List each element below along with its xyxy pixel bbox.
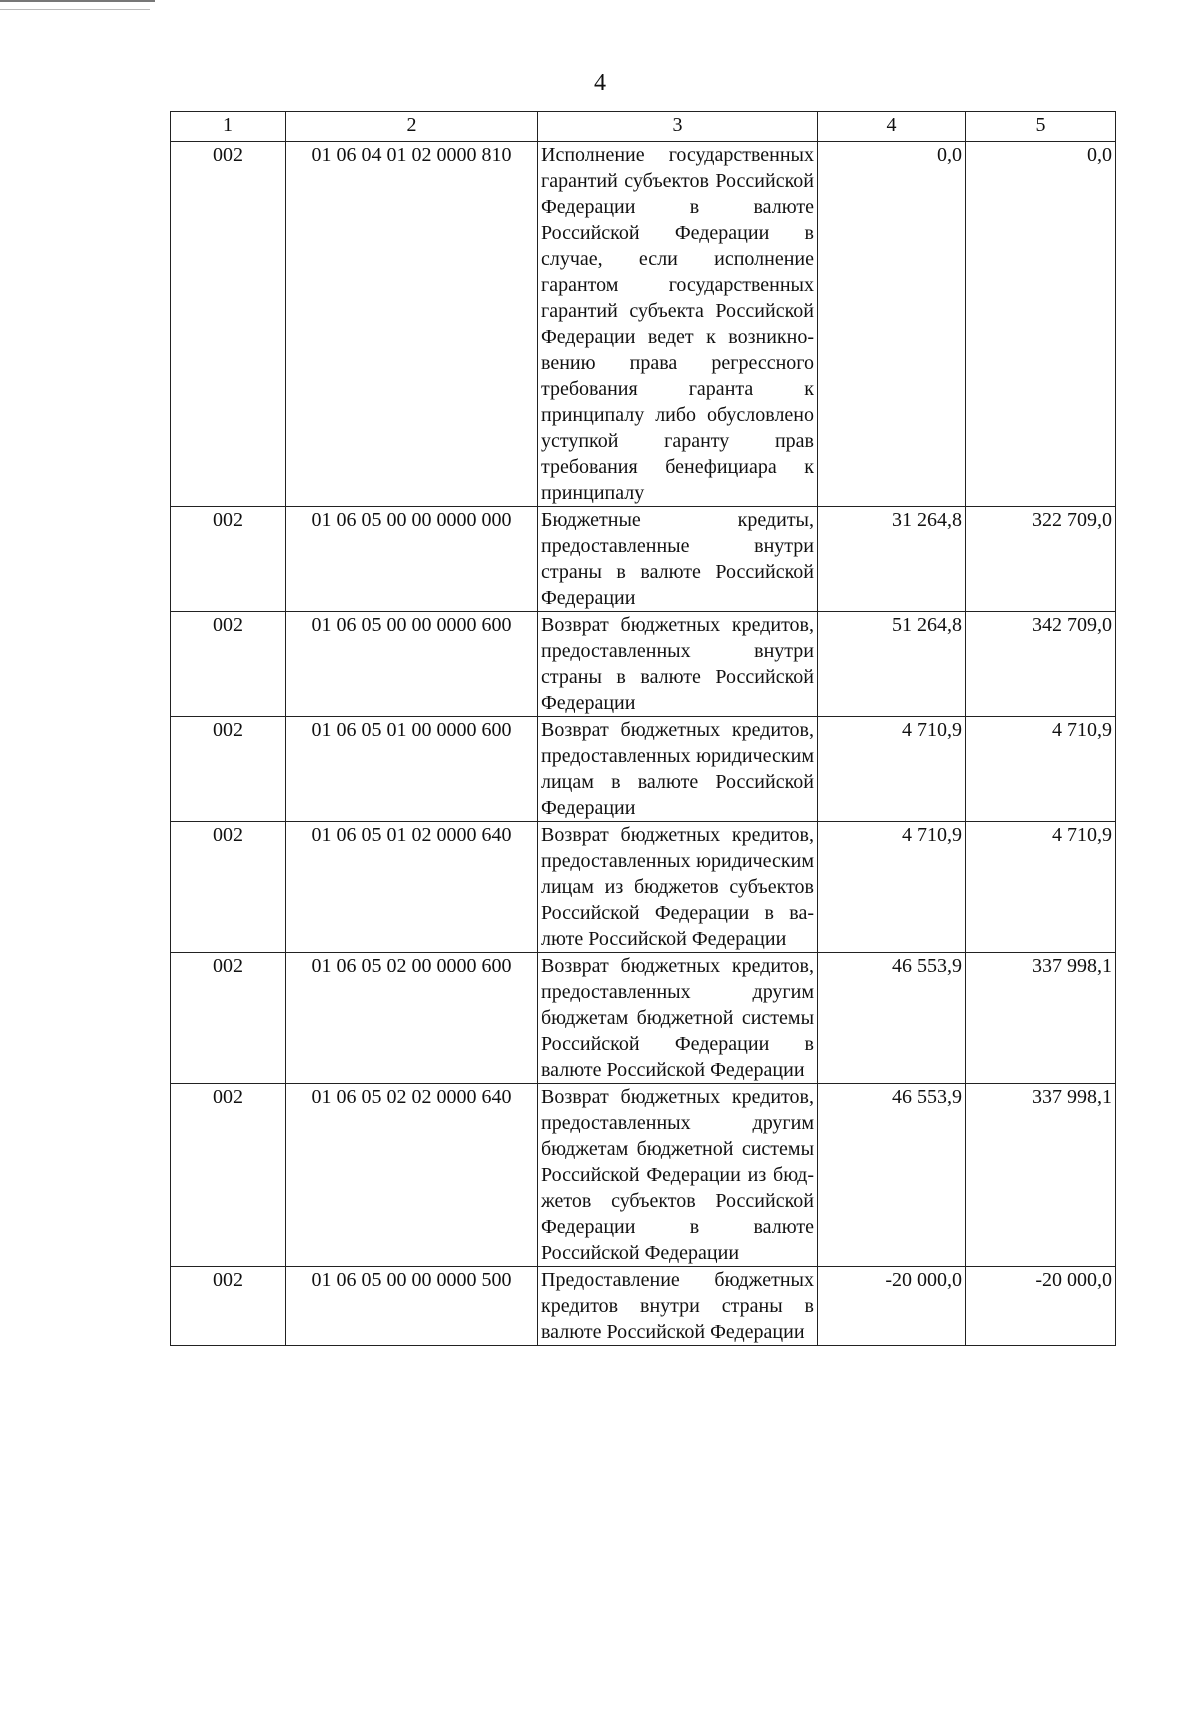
admin-code-cell: 002 (171, 612, 286, 717)
budget-code-cell: 01 06 05 00 00 0000 600 (286, 612, 538, 717)
amount-col4-cell: 4 710,9 (818, 717, 966, 822)
admin-code-cell: 002 (171, 142, 286, 507)
table-row (171, 1084, 1116, 1267)
amount-col5-cell: -20 000,0 (966, 1267, 1116, 1346)
table-row (171, 822, 1116, 953)
column-header-4: 4 (818, 112, 966, 142)
column-header-2: 2 (286, 112, 538, 142)
budget-code-cell: 01 06 05 01 00 0000 600 (286, 717, 538, 822)
table-row (171, 612, 1116, 717)
item-name-cell: Возврат бюджетных кредитов, предоставленных другим бюджетам бюджетной системы Российской Федерации в валюте Российской Федерации (538, 953, 818, 1084)
admin-code-cell: 002 (171, 717, 286, 822)
admin-code-cell: 002 (171, 1084, 286, 1267)
amount-col4-cell: 46 553,9 (818, 1084, 966, 1267)
page-number: 4 (594, 70, 606, 96)
amount-col5-cell: 337 998,1 (966, 953, 1116, 1084)
amount-col4-cell: 0,0 (818, 142, 966, 507)
admin-code-cell: 002 (171, 953, 286, 1084)
budget-sources-table (170, 111, 1116, 1346)
admin-code-cell: 002 (171, 1267, 286, 1346)
table-row (171, 507, 1116, 612)
item-name-cell: Предоставление бюджетных кредитов внутри страны в валюте Российской Федерации (538, 1267, 818, 1346)
column-header-1: 1 (171, 112, 286, 142)
amount-col5-cell: 342 709,0 (966, 612, 1116, 717)
amount-col5-cell: 322 709,0 (966, 507, 1116, 612)
admin-code-cell: 002 (171, 507, 286, 612)
table-row (171, 1267, 1116, 1346)
table-row (171, 717, 1116, 822)
amount-col4-cell: 4 710,9 (818, 822, 966, 953)
item-name-cell: Возврат бюджетных кредитов, предоставленных юридическим лицам в валюте Российской Федерации (538, 717, 818, 822)
item-name-cell: Возврат бюджетных кредитов, предоставленных другим бюджетам бюджетной системы Российской Федерации из бюджетов субъектов Российской Федерации в валюте Российской Федерации (538, 1084, 818, 1267)
item-name-cell: Возврат бюджетных кредитов, предоставленных юридическим лицам из бюджетов субъектов Российской Федерации в валюте Российской Федерации (538, 822, 818, 953)
column-header-3: 3 (538, 112, 818, 142)
table-row (171, 142, 1116, 507)
table-header-row (171, 112, 1116, 142)
budget-code-cell: 01 06 05 00 00 0000 500 (286, 1267, 538, 1346)
budget-code-cell: 01 06 05 00 00 0000 000 (286, 507, 538, 612)
scan-edge-mark (0, 9, 150, 10)
table-row (171, 953, 1116, 1084)
budget-code-cell: 01 06 05 01 02 0000 640 (286, 822, 538, 953)
scan-edge-mark (0, 0, 155, 2)
item-name-cell: Исполнение государственных гарантий субъектов Российской Федерации в валюте Российской Федерации в случае, если исполнение гарантом государственных гарантий субъекта Российской Федерации ведет к возникновению права регрессного требования гаранта к принципалу либо обусловлено уступкой гаранту прав требования бенефициара к принципалу (538, 142, 818, 507)
amount-col5-cell: 4 710,9 (966, 717, 1116, 822)
amount-col5-cell: 0,0 (966, 142, 1116, 507)
budget-code-cell: 01 06 04 01 02 0000 810 (286, 142, 538, 507)
amount-col4-cell: 31 264,8 (818, 507, 966, 612)
budget-code-cell: 01 06 05 02 02 0000 640 (286, 1084, 538, 1267)
column-header-5: 5 (966, 112, 1116, 142)
amount-col4-cell: -20 000,0 (818, 1267, 966, 1346)
item-name-cell: Бюджетные кредиты, предоставленные внутри страны в валюте Российской Федерации (538, 507, 818, 612)
admin-code-cell: 002 (171, 822, 286, 953)
budget-code-cell: 01 06 05 02 00 0000 600 (286, 953, 538, 1084)
amount-col4-cell: 51 264,8 (818, 612, 966, 717)
item-name-cell: Возврат бюджетных кредитов, предоставленных внутри страны в валюте Российской Федерации (538, 612, 818, 717)
amount-col5-cell: 337 998,1 (966, 1084, 1116, 1267)
amount-col4-cell: 46 553,9 (818, 953, 966, 1084)
amount-col5-cell: 4 710,9 (966, 822, 1116, 953)
